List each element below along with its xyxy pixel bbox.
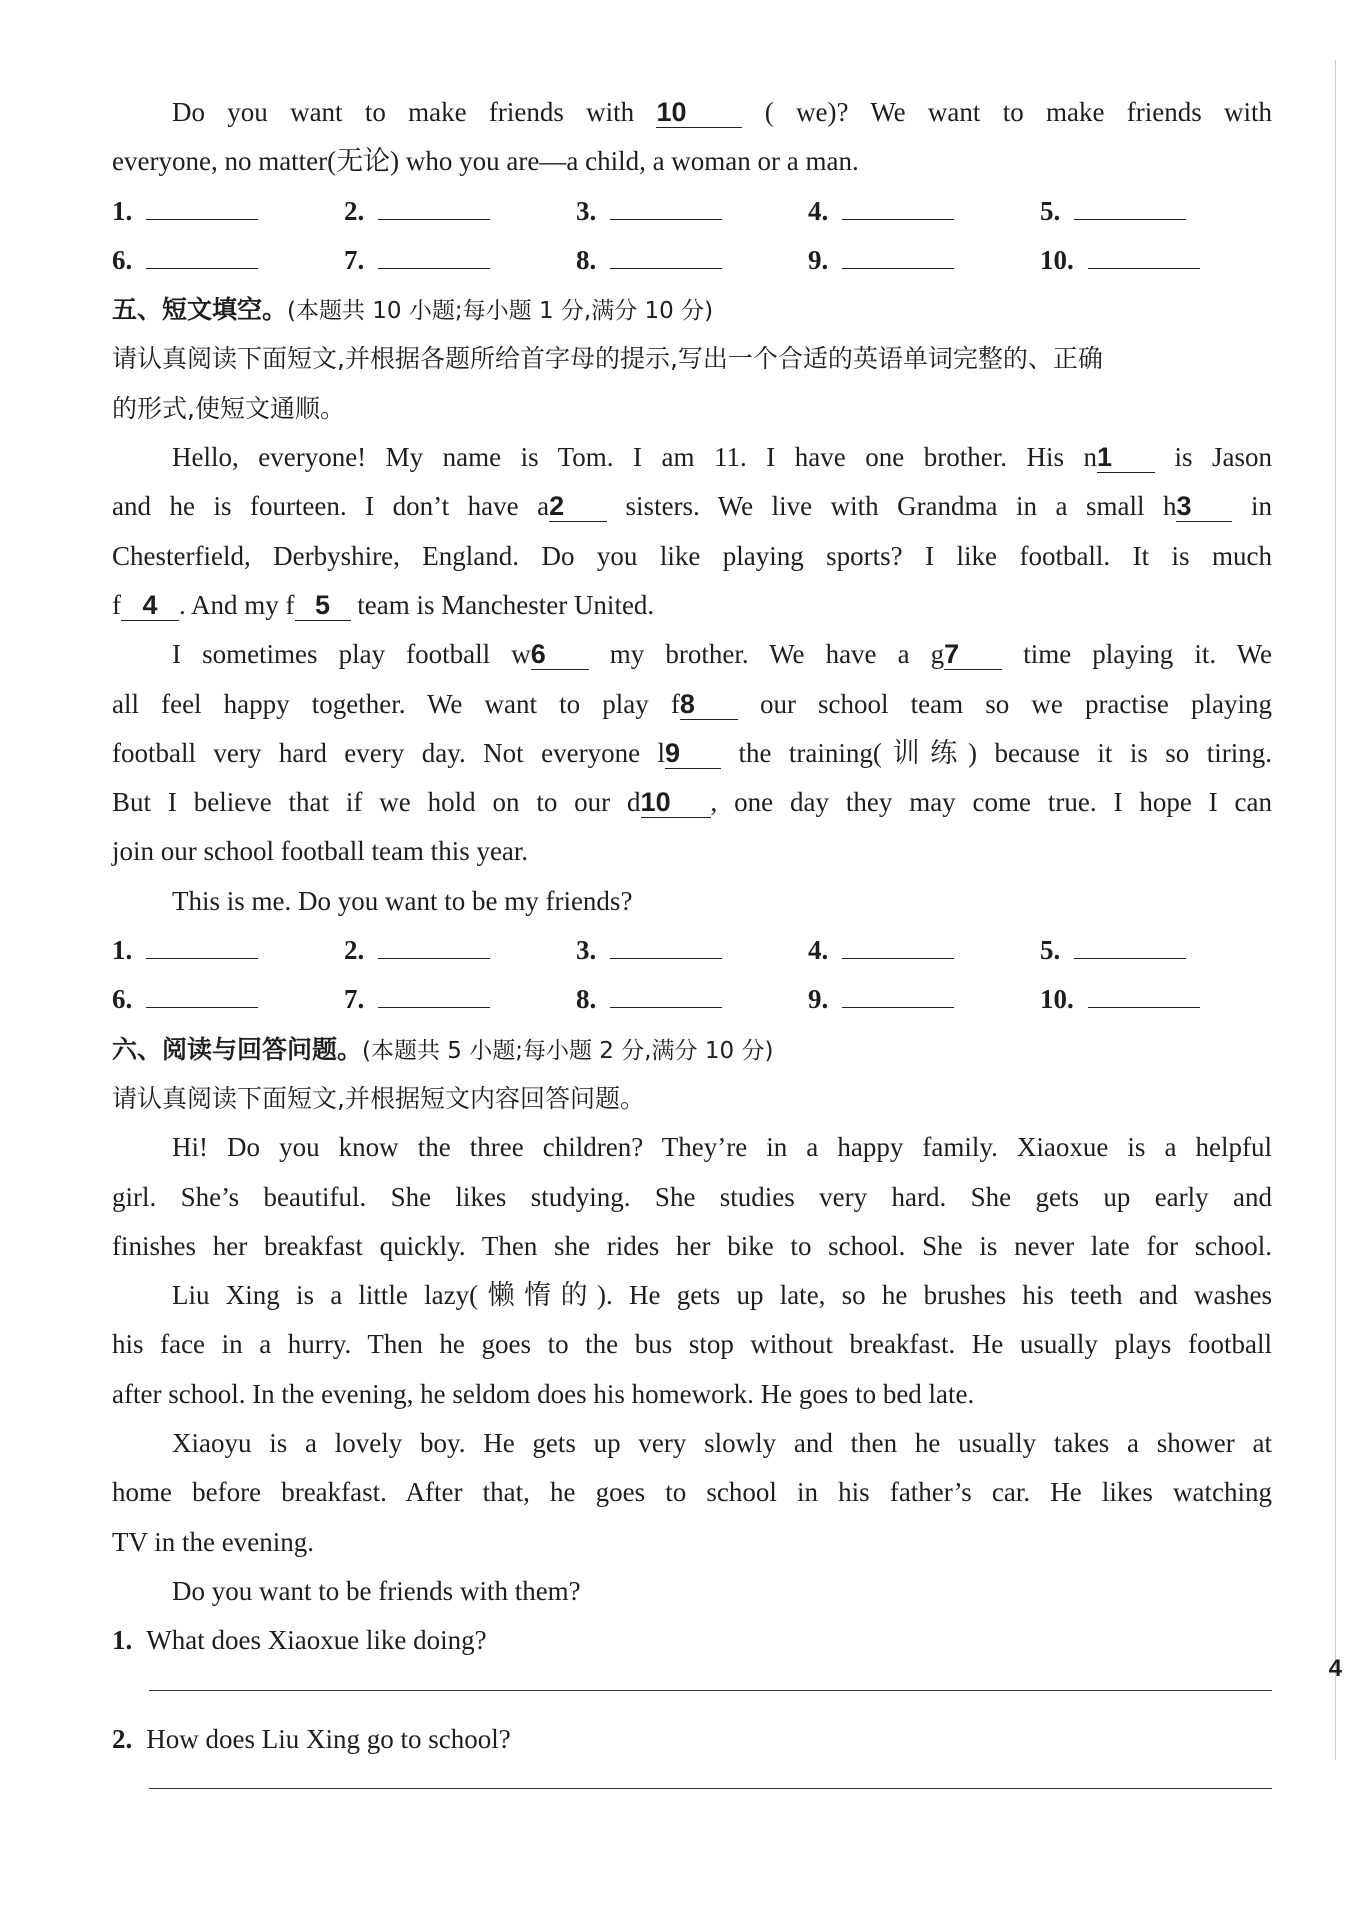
blank-3[interactable]: 3 <box>1176 491 1232 522</box>
answer-underline[interactable] <box>842 195 954 220</box>
answer-underline[interactable] <box>1074 934 1186 959</box>
section-6-note: (本题共 5 小题;每小题 2 分,满分 10 分) <box>362 1037 774 1064</box>
passage-text: is Jason <box>1154 442 1272 473</box>
blank-2[interactable]: 2 <box>549 491 607 522</box>
answer-line-2[interactable] <box>112 1764 1272 1813</box>
slot-number: 4. <box>808 935 829 966</box>
answer-slot[interactable] <box>808 975 1040 1024</box>
s5-p2-line-3 <box>112 729 1272 778</box>
answer-slot[interactable] <box>112 187 344 236</box>
passage-text: time playing it. We <box>1002 639 1273 670</box>
answer-slot[interactable] <box>112 926 344 975</box>
passage-text: But I believe that if we hold on to our d <box>112 787 641 818</box>
slot-number: 2. <box>344 195 365 226</box>
passage-text: f <box>112 589 121 620</box>
answer-slot[interactable] <box>344 975 576 1024</box>
passage-text: . And my f <box>179 589 295 620</box>
passage-text: all feel happy together. We want to play f <box>112 688 680 719</box>
section-6-title: 六、阅读与回答问题。 <box>112 1034 363 1064</box>
s6-p3-line-3: TV in the evening. <box>112 1526 314 1557</box>
slot-number: 3. <box>576 935 597 966</box>
section-5-instruction-2: 的形式,使短文通顺。 <box>112 393 345 423</box>
blank-7[interactable]: 7 <box>944 639 1002 670</box>
slot-number: 9. <box>808 244 829 275</box>
slot-number: 1. <box>112 935 133 966</box>
intro-text-b: ( we)? We want to make friends with <box>764 97 1273 127</box>
slot-number: 5. <box>1040 935 1061 966</box>
passage-text: sisters. We live with Grandma in a small h <box>607 491 1177 522</box>
s5-p2-line-2 <box>112 680 1272 729</box>
answer-slot[interactable] <box>808 926 1040 975</box>
answer-underline[interactable] <box>146 983 258 1008</box>
answer-slot[interactable] <box>1040 236 1272 285</box>
answer-underline[interactable] <box>146 934 258 959</box>
slot-number: 10. <box>1040 984 1074 1015</box>
answer-slot[interactable] <box>576 926 808 975</box>
s6-p3-line-1: Xiaoyu is a lovely boy. He gets up very slowly and then he usually takes a shower at <box>172 1428 1272 1459</box>
answer-slot[interactable] <box>344 187 576 236</box>
slot-number: 9. <box>808 984 829 1015</box>
section-6-instruction: 请认真阅读下面短文,并根据短文内容回答问题。 <box>112 1083 645 1113</box>
worksheet-page <box>112 88 1272 1813</box>
blank-10[interactable]: 10 <box>656 97 742 128</box>
section-5-note: (本题共 10 小题;每小题 1 分,满分 10 分) <box>287 298 714 325</box>
answer-slot[interactable] <box>576 236 808 285</box>
question-number: 2. <box>112 1723 133 1754</box>
s6-p4: Do you want to be friends with them? <box>172 1575 581 1606</box>
s5-p2-line-5: join our school football team this year. <box>112 836 529 867</box>
slot-number: 5. <box>1040 195 1061 226</box>
answer-underline[interactable] <box>378 934 490 959</box>
s5-p2-line-4 <box>112 778 1272 827</box>
passage-text: I sometimes play football w <box>172 639 531 670</box>
answer-grid-b-row-2 <box>112 975 1272 1024</box>
passage-text: and he is fourteen. I don’t have a <box>112 491 550 522</box>
passage-text: the training(训练) because it is so tiring. <box>721 737 1272 768</box>
question-number: 1. <box>112 1625 133 1656</box>
answer-underline[interactable] <box>378 983 490 1008</box>
slot-number: 10. <box>1040 244 1074 275</box>
answer-underline[interactable] <box>1088 983 1200 1008</box>
passage-text: my brother. We have a g <box>588 639 945 670</box>
slot-number: 8. <box>576 244 597 275</box>
slot-number: 7. <box>344 244 365 275</box>
passage-text: , one day they may come true. I hope I can <box>710 787 1272 818</box>
answer-underline[interactable] <box>1088 244 1200 269</box>
blank-9[interactable]: 9 <box>665 738 721 769</box>
s5-p3: This is me. Do you want to be my friends? <box>172 885 633 916</box>
blank-10b[interactable]: 10 <box>641 787 711 818</box>
section-5-instruction-1: 请认真阅读下面短文,并根据各题所给首字母的提示,写出一个合适的英语单词完整的、正确 <box>112 344 1103 374</box>
answer-underline[interactable] <box>610 244 722 269</box>
intro-text-a: Do you want to make friends with <box>172 97 635 127</box>
section-5-title: 五、短文填空。 <box>112 295 288 325</box>
s5-p1-line-1 <box>112 433 1272 482</box>
answer-grid-a-row-2 <box>112 236 1272 285</box>
s6-p2-line-1: Liu Xing is a little lazy(懒惰的). He gets up late, so he brushes his teeth and washes <box>172 1280 1272 1311</box>
answer-slot[interactable] <box>808 236 1040 285</box>
answer-line-1[interactable] <box>112 1666 1272 1715</box>
blank-5[interactable]: 5 <box>295 590 351 621</box>
passage-text: Hello, everyone! My name is Tom. I am 11. I have one brother. His n <box>172 442 1097 473</box>
answer-slot[interactable] <box>344 236 576 285</box>
passage-text: team is Manchester United. <box>350 589 655 620</box>
question-1 <box>112 1616 1272 1665</box>
answer-slot[interactable] <box>344 926 576 975</box>
blank-1[interactable]: 1 <box>1097 442 1155 473</box>
slot-number: 3. <box>576 195 597 226</box>
s5-p1-line-4 <box>112 581 1272 630</box>
answer-underline[interactable] <box>146 195 258 220</box>
answer-slot[interactable] <box>1040 187 1272 236</box>
answer-slot[interactable] <box>576 187 808 236</box>
answer-underline[interactable] <box>610 983 722 1008</box>
s6-p1-line-2: girl. She’s beautiful. She likes studying. She studies very hard. She gets up early and <box>112 1181 1272 1212</box>
s6-p1-line-3: finishes her breakfast quickly. Then she rides her bike to school. She is never late for school. <box>112 1230 1272 1261</box>
answer-grid-b-row-1 <box>112 926 1272 975</box>
slot-number: 7. <box>344 984 365 1015</box>
answer-slot[interactable] <box>1040 926 1272 975</box>
page-number: 4 <box>1328 1655 1342 1682</box>
answer-slot[interactable] <box>808 187 1040 236</box>
blank-6[interactable]: 6 <box>531 639 589 670</box>
intro-line-1 <box>112 88 1272 137</box>
answer-slot[interactable] <box>576 975 808 1024</box>
s5-p1-line-2 <box>112 482 1272 531</box>
answer-underline[interactable] <box>378 244 490 269</box>
slot-number: 4. <box>808 195 829 226</box>
slot-number: 8. <box>576 984 597 1015</box>
answer-slot[interactable] <box>112 975 344 1024</box>
intro-line-2: everyone, no matter(无论) who you are—a child, a woman or a man. <box>112 146 859 177</box>
section-5-heading <box>112 285 1272 334</box>
s6-p2-line-2: his face in a hurry. Then he goes to the bus stop without breakfast. He usually plays football <box>112 1329 1272 1360</box>
page-edge-rule <box>1335 60 1336 1760</box>
s5-p2-line-1 <box>112 630 1272 679</box>
answer-underline[interactable] <box>146 244 258 269</box>
answer-underline[interactable] <box>378 195 490 220</box>
answer-underline[interactable] <box>842 983 954 1008</box>
answer-underline[interactable] <box>1074 195 1186 220</box>
answer-underline[interactable] <box>842 244 954 269</box>
section-6-heading <box>112 1025 1272 1074</box>
answer-grid-a-row-1 <box>112 187 1272 236</box>
s6-p2-line-3: after school. In the evening, he seldom does his homework. He goes to bed late. <box>112 1378 975 1409</box>
answer-slot[interactable] <box>1040 975 1272 1024</box>
answer-underline[interactable] <box>610 195 722 220</box>
question-2 <box>112 1715 1272 1764</box>
answer-slot[interactable] <box>112 236 344 285</box>
question-text: What does Xiaoxue like doing? <box>146 1625 487 1656</box>
passage-text: in <box>1232 491 1272 522</box>
slot-number: 1. <box>112 195 133 226</box>
blank-4[interactable]: 4 <box>121 590 179 621</box>
answer-underline[interactable] <box>610 934 722 959</box>
s5-p1-line-3: Chesterfield, Derbyshire, England. Do you like playing sports? I like football. It is much <box>112 540 1272 571</box>
blank-8[interactable]: 8 <box>680 689 738 720</box>
slot-number: 2. <box>344 935 365 966</box>
passage-text: football very hard every day. Not everyone l <box>112 737 666 768</box>
passage-text: our school team so we practise playing <box>737 688 1272 719</box>
question-text: How does Liu Xing go to school? <box>146 1723 511 1754</box>
s6-p1-line-1: Hi! Do you know the three children? They’re in a happy family. Xiaoxue is a helpful <box>172 1132 1272 1163</box>
answer-underline[interactable] <box>842 934 954 959</box>
s6-p3-line-2: home before breakfast. After that, he goes to school in his father’s car. He likes watching <box>112 1477 1272 1508</box>
slot-number: 6. <box>112 244 133 275</box>
slot-number: 6. <box>112 984 133 1015</box>
